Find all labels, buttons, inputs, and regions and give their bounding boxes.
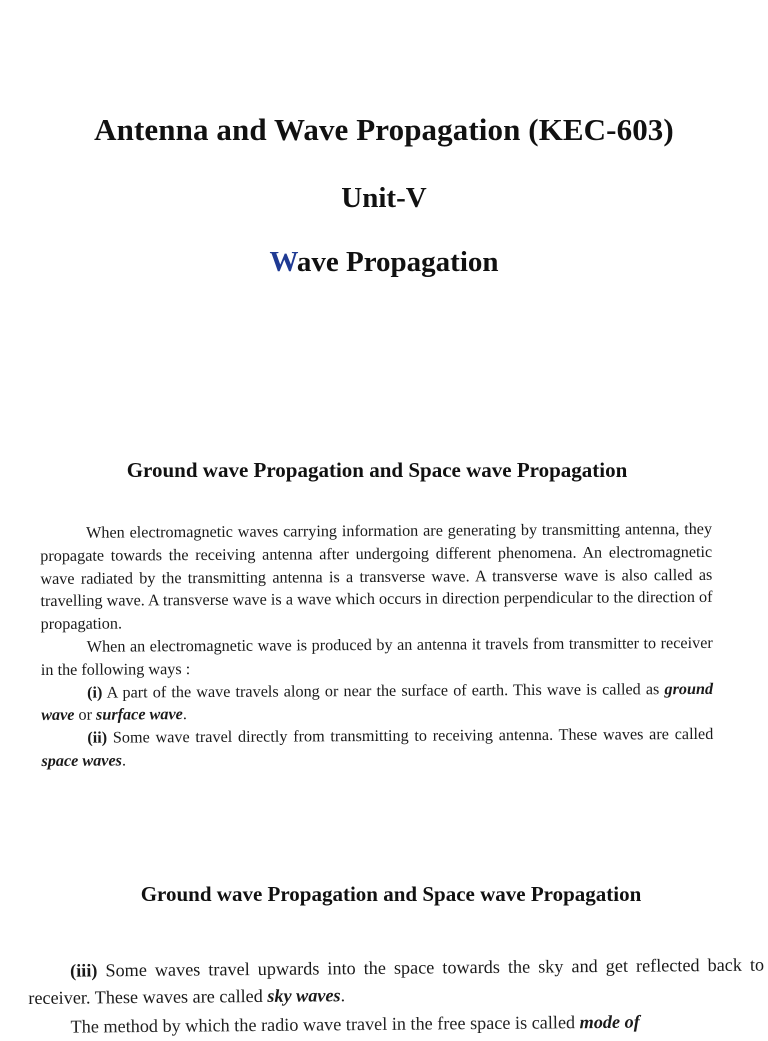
paragraph-intro: When electromagnetic waves carrying information are generating by transmitting antenna, they propagate towards the receiving antenna after undergoing different phenomena. An electromagnetic wave radiated by the transmitting antenna is a transverse wave. A transverse wave is also called as travelling wave. A transverse wave is a wave which occurs in direction perpendicular to the direction of propagation. [40,519,713,634]
section-heading-2: Ground wave Propagation and Space wave Propagation [140,882,642,906]
course-title: Antenna and Wave Propagation (KEC-603) [94,112,674,147]
term-mode-of: mode of [579,1011,640,1033]
item-text: A part of the wave travels along or near the surface of earth. This wave is called as [102,679,665,702]
topic-title [0,246,768,279]
truncated-text: The method by which the radio wave travel in the free space is called [70,1012,580,1037]
item-text: or [74,706,97,725]
item-text: . [121,751,127,770]
section-heading-1: Ground wave Propagation and Space wave Propagation [126,458,628,482]
item-number: (ii) [87,728,108,747]
truncated-line [28,1008,764,1036]
topic-rest: ave Propagation [296,246,499,278]
topic-initial: W [269,246,297,278]
paragraph-ways: When an electromagnetic wave is produced by an antenna it travels from transmitter to receiver in the following ways : [40,633,713,679]
list-item-space-wave [41,723,713,773]
term-sky-waves: sky waves [267,985,341,1006]
scanned-text-block-1 [40,518,714,773]
list-item-ground-wave [41,677,713,727]
scanned-text-block-2 [28,952,765,1036]
term-space-waves: space waves [41,751,122,770]
item-text: . [182,705,187,724]
term-surface-wave: surface wave [95,705,183,725]
item-text: Some waves travel upwards into the space towards the sky and get reflected back to receiver. These waves are called [28,954,765,1008]
item-number: (iii) [70,960,98,981]
term-ground-wave: ground wave [41,679,714,725]
item-text: . [340,985,346,1006]
list-item-sky-wave [28,952,764,1012]
item-text: Some wave travel directly from transmitting to receiving antenna. These waves are called [107,725,714,747]
item-number: (i) [86,683,103,702]
unit-label: Unit-V [341,182,427,214]
